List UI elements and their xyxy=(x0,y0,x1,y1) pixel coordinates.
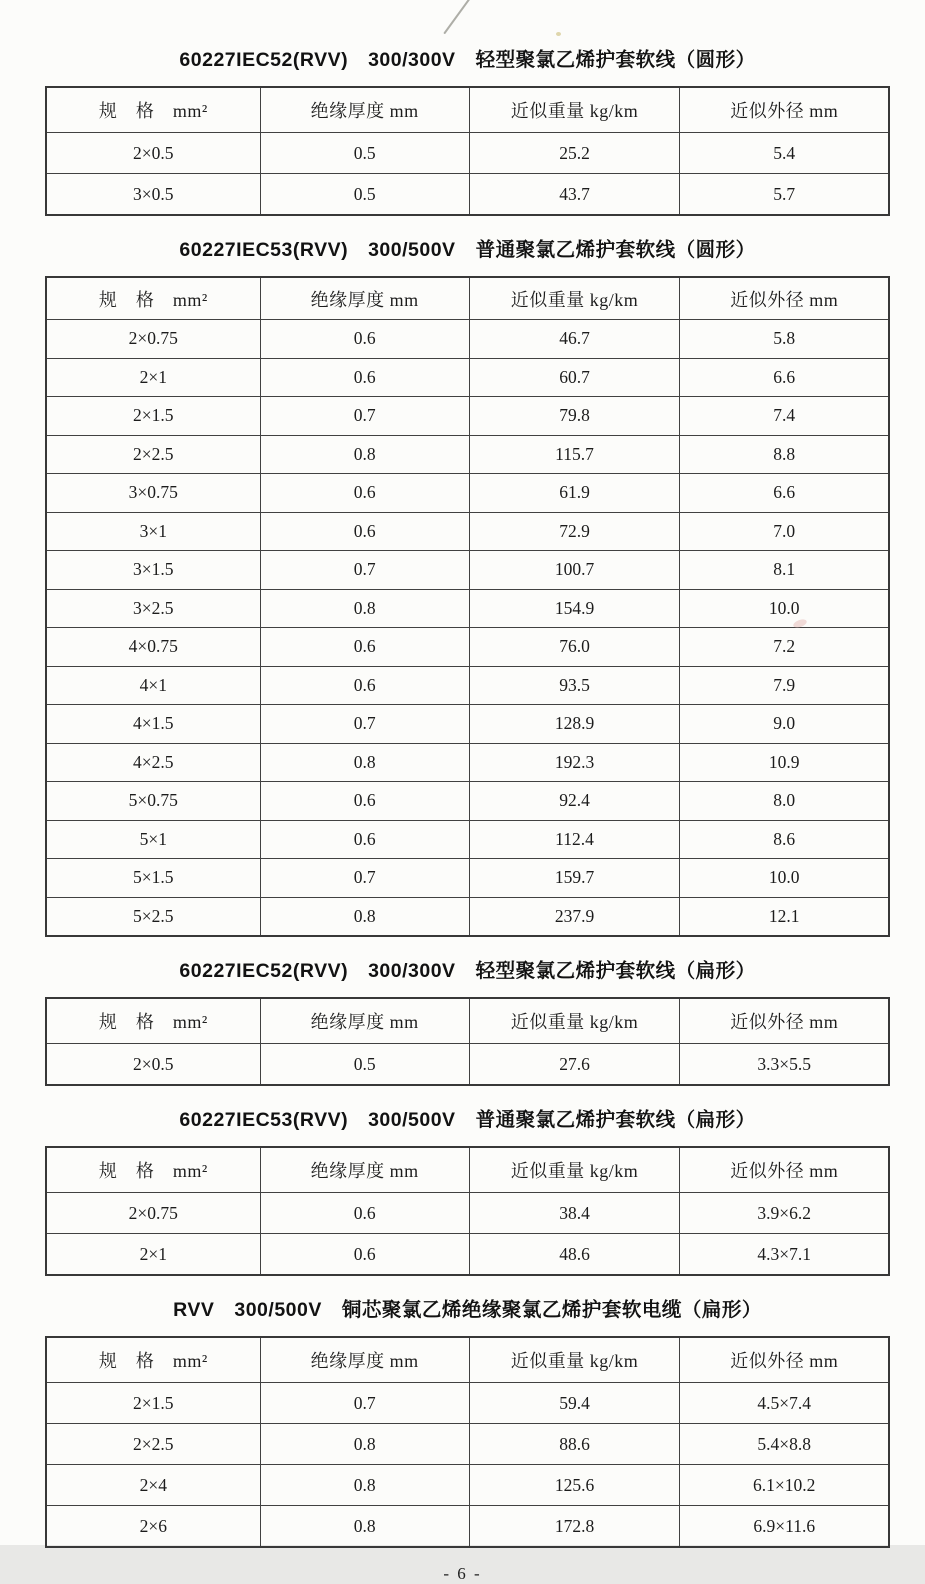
table-cell: 2×0.5 xyxy=(46,1044,260,1086)
table-cell: 6.6 xyxy=(680,474,889,513)
table-cell: 0.8 xyxy=(260,743,469,782)
column-header: 近似外径 mm xyxy=(680,277,889,320)
table-row xyxy=(46,133,889,174)
spec-table-section xyxy=(0,234,925,937)
page-number: - 6 - xyxy=(443,1564,482,1583)
table-row xyxy=(46,435,889,474)
table-row xyxy=(46,174,889,216)
column-header: 规 格 mm² xyxy=(46,998,260,1044)
table-cell: 76.0 xyxy=(469,628,680,667)
column-header: 绝缘厚度 mm xyxy=(260,998,469,1044)
column-header: 绝缘厚度 mm xyxy=(260,1147,469,1193)
table-cell: 2×1.5 xyxy=(46,397,260,436)
table-row xyxy=(46,820,889,859)
table-cell: 5×0.75 xyxy=(46,782,260,821)
table-cell: 0.7 xyxy=(260,705,469,744)
table-cell: 3×0.5 xyxy=(46,174,260,216)
column-header: 近似重量 kg/km xyxy=(469,998,680,1044)
table-cell: 172.8 xyxy=(469,1506,680,1548)
table-row xyxy=(46,551,889,590)
spec-table xyxy=(45,276,890,937)
table-cell: 2×1.5 xyxy=(46,1383,260,1424)
table-cell: 0.6 xyxy=(260,628,469,667)
table-title: 60227IEC53(RVV) 300/500V 普通聚氯乙烯护套软线（圆形） xyxy=(179,239,756,261)
table-cell: 2×1 xyxy=(46,1234,260,1276)
table-row xyxy=(46,358,889,397)
table-row xyxy=(46,743,889,782)
table-cell: 4×2.5 xyxy=(46,743,260,782)
table-cell: 59.4 xyxy=(469,1383,680,1424)
table-cell: 8.0 xyxy=(680,782,889,821)
header-row xyxy=(46,998,889,1044)
table-cell: 0.8 xyxy=(260,897,469,936)
table-cell: 0.6 xyxy=(260,782,469,821)
spec-table xyxy=(45,86,890,216)
spec-table xyxy=(45,1336,890,1548)
column-header: 规 格 mm² xyxy=(46,87,260,133)
table-cell: 0.6 xyxy=(260,512,469,551)
table-cell: 0.7 xyxy=(260,859,469,898)
table-cell: 3.9×6.2 xyxy=(680,1193,889,1234)
table-cell: 5×1.5 xyxy=(46,859,260,898)
table-cell: 0.6 xyxy=(260,1193,469,1234)
column-header: 绝缘厚度 mm xyxy=(260,1337,469,1383)
column-header: 近似外径 mm xyxy=(680,998,889,1044)
table-cell: 0.8 xyxy=(260,589,469,628)
spec-table-section xyxy=(0,44,925,216)
table-cell: 9.0 xyxy=(680,705,889,744)
column-header: 近似重量 kg/km xyxy=(469,1337,680,1383)
table-cell: 7.2 xyxy=(680,628,889,667)
column-header: 近似重量 kg/km xyxy=(469,1147,680,1193)
table-cell: 27.6 xyxy=(469,1044,680,1086)
spec-table-section xyxy=(0,1104,925,1276)
header-row xyxy=(46,1147,889,1193)
table-cell: 8.8 xyxy=(680,435,889,474)
table-row xyxy=(46,782,889,821)
table-row xyxy=(46,474,889,513)
table-cell: 159.7 xyxy=(469,859,680,898)
table-cell: 38.4 xyxy=(469,1193,680,1234)
column-header: 近似外径 mm xyxy=(680,1337,889,1383)
table-cell: 8.1 xyxy=(680,551,889,590)
table-cell: 112.4 xyxy=(469,820,680,859)
table-cell: 88.6 xyxy=(469,1424,680,1465)
column-header: 绝缘厚度 mm xyxy=(260,87,469,133)
table-row xyxy=(46,666,889,705)
table-cell: 10.9 xyxy=(680,743,889,782)
column-header: 规 格 mm² xyxy=(46,1337,260,1383)
column-header: 近似外径 mm xyxy=(680,87,889,133)
table-row xyxy=(46,897,889,936)
table-cell: 2×0.5 xyxy=(46,133,260,174)
table-cell: 12.1 xyxy=(680,897,889,936)
table-title: 60227IEC52(RVV) 300/300V 轻型聚氯乙烯护套软线（圆形） xyxy=(179,49,756,71)
table-title: 60227IEC52(RVV) 300/300V 轻型聚氯乙烯护套软线（扁形） xyxy=(179,960,756,982)
table-cell: 4×0.75 xyxy=(46,628,260,667)
header-row xyxy=(46,87,889,133)
table-row xyxy=(46,512,889,551)
header-row xyxy=(46,277,889,320)
table-row xyxy=(46,1506,889,1548)
spec-table-section xyxy=(0,955,925,1086)
spec-table xyxy=(45,1146,890,1276)
table-cell: 0.8 xyxy=(260,1506,469,1548)
table-cell: 48.6 xyxy=(469,1234,680,1276)
table-cell: 0.6 xyxy=(260,1234,469,1276)
table-cell: 5.4×8.8 xyxy=(680,1424,889,1465)
table-title: RVV 300/500V 铜芯聚氯乙烯绝缘聚氯乙烯护套软电缆（扁形） xyxy=(173,1299,762,1321)
table-cell: 79.8 xyxy=(469,397,680,436)
table-cell: 0.7 xyxy=(260,1383,469,1424)
table-cell: 237.9 xyxy=(469,897,680,936)
column-header: 规 格 mm² xyxy=(46,1147,260,1193)
table-cell: 2×2.5 xyxy=(46,435,260,474)
table-cell: 100.7 xyxy=(469,551,680,590)
table-cell: 0.8 xyxy=(260,435,469,474)
table-cell: 4×1.5 xyxy=(46,705,260,744)
table-row xyxy=(46,1044,889,1086)
table-cell: 0.5 xyxy=(260,174,469,216)
table-cell: 5.4 xyxy=(680,133,889,174)
table-cell: 0.6 xyxy=(260,474,469,513)
table-row xyxy=(46,1193,889,1234)
table-row xyxy=(46,1465,889,1506)
table-cell: 0.6 xyxy=(260,666,469,705)
table-cell: 2×6 xyxy=(46,1506,260,1548)
table-cell: 60.7 xyxy=(469,358,680,397)
column-header: 绝缘厚度 mm xyxy=(260,277,469,320)
table-cell: 0.6 xyxy=(260,820,469,859)
table-title: 60227IEC53(RVV) 300/500V 普通聚氯乙烯护套软线（扁形） xyxy=(179,1109,756,1131)
table-cell: 128.9 xyxy=(469,705,680,744)
table-cell: 10.0 xyxy=(680,589,889,628)
table-cell: 0.6 xyxy=(260,358,469,397)
table-cell: 3×0.75 xyxy=(46,474,260,513)
table-cell: 7.4 xyxy=(680,397,889,436)
table-cell: 5.7 xyxy=(680,174,889,216)
table-row xyxy=(46,859,889,898)
table-cell: 7.9 xyxy=(680,666,889,705)
table-row xyxy=(46,1424,889,1465)
table-cell: 4.5×7.4 xyxy=(680,1383,889,1424)
table-cell: 10.0 xyxy=(680,859,889,898)
table-row xyxy=(46,589,889,628)
table-cell: 3.3×5.5 xyxy=(680,1044,889,1086)
table-cell: 46.7 xyxy=(469,320,680,359)
table-cell: 92.4 xyxy=(469,782,680,821)
column-header: 近似外径 mm xyxy=(680,1147,889,1193)
table-cell: 6.9×11.6 xyxy=(680,1506,889,1548)
column-header: 近似重量 kg/km xyxy=(469,87,680,133)
table-cell: 72.9 xyxy=(469,512,680,551)
table-row xyxy=(46,628,889,667)
table-cell: 25.2 xyxy=(469,133,680,174)
table-cell: 2×1 xyxy=(46,358,260,397)
column-header: 近似重量 kg/km xyxy=(469,277,680,320)
table-cell: 0.7 xyxy=(260,397,469,436)
table-cell: 0.5 xyxy=(260,133,469,174)
table-cell: 0.8 xyxy=(260,1424,469,1465)
spec-table xyxy=(45,997,890,1086)
table-cell: 6.6 xyxy=(680,358,889,397)
table-cell: 43.7 xyxy=(469,174,680,216)
table-cell: 2×0.75 xyxy=(46,320,260,359)
scan-speck xyxy=(556,32,561,36)
table-cell: 2×4 xyxy=(46,1465,260,1506)
table-cell: 3×2.5 xyxy=(46,589,260,628)
table-cell: 115.7 xyxy=(469,435,680,474)
table-cell: 0.8 xyxy=(260,1465,469,1506)
table-cell: 154.9 xyxy=(469,589,680,628)
table-cell: 0.5 xyxy=(260,1044,469,1086)
table-row xyxy=(46,320,889,359)
table-cell: 8.6 xyxy=(680,820,889,859)
table-cell: 93.5 xyxy=(469,666,680,705)
table-cell: 192.3 xyxy=(469,743,680,782)
table-cell: 7.0 xyxy=(680,512,889,551)
table-cell: 3×1 xyxy=(46,512,260,551)
spec-table-section xyxy=(0,1294,925,1548)
table-cell: 4×1 xyxy=(46,666,260,705)
table-cell: 5.8 xyxy=(680,320,889,359)
table-row xyxy=(46,705,889,744)
table-row xyxy=(46,397,889,436)
column-header: 规 格 mm² xyxy=(46,277,260,320)
table-cell: 0.7 xyxy=(260,551,469,590)
table-cell: 2×0.75 xyxy=(46,1193,260,1234)
table-cell: 2×2.5 xyxy=(46,1424,260,1465)
table-cell: 61.9 xyxy=(469,474,680,513)
table-cell: 4.3×7.1 xyxy=(680,1234,889,1276)
table-cell: 3×1.5 xyxy=(46,551,260,590)
table-cell: 6.1×10.2 xyxy=(680,1465,889,1506)
table-cell: 5×1 xyxy=(46,820,260,859)
table-cell: 5×2.5 xyxy=(46,897,260,936)
table-cell: 0.6 xyxy=(260,320,469,359)
header-row xyxy=(46,1337,889,1383)
table-row xyxy=(46,1234,889,1276)
table-cell: 125.6 xyxy=(469,1465,680,1506)
table-row xyxy=(46,1383,889,1424)
